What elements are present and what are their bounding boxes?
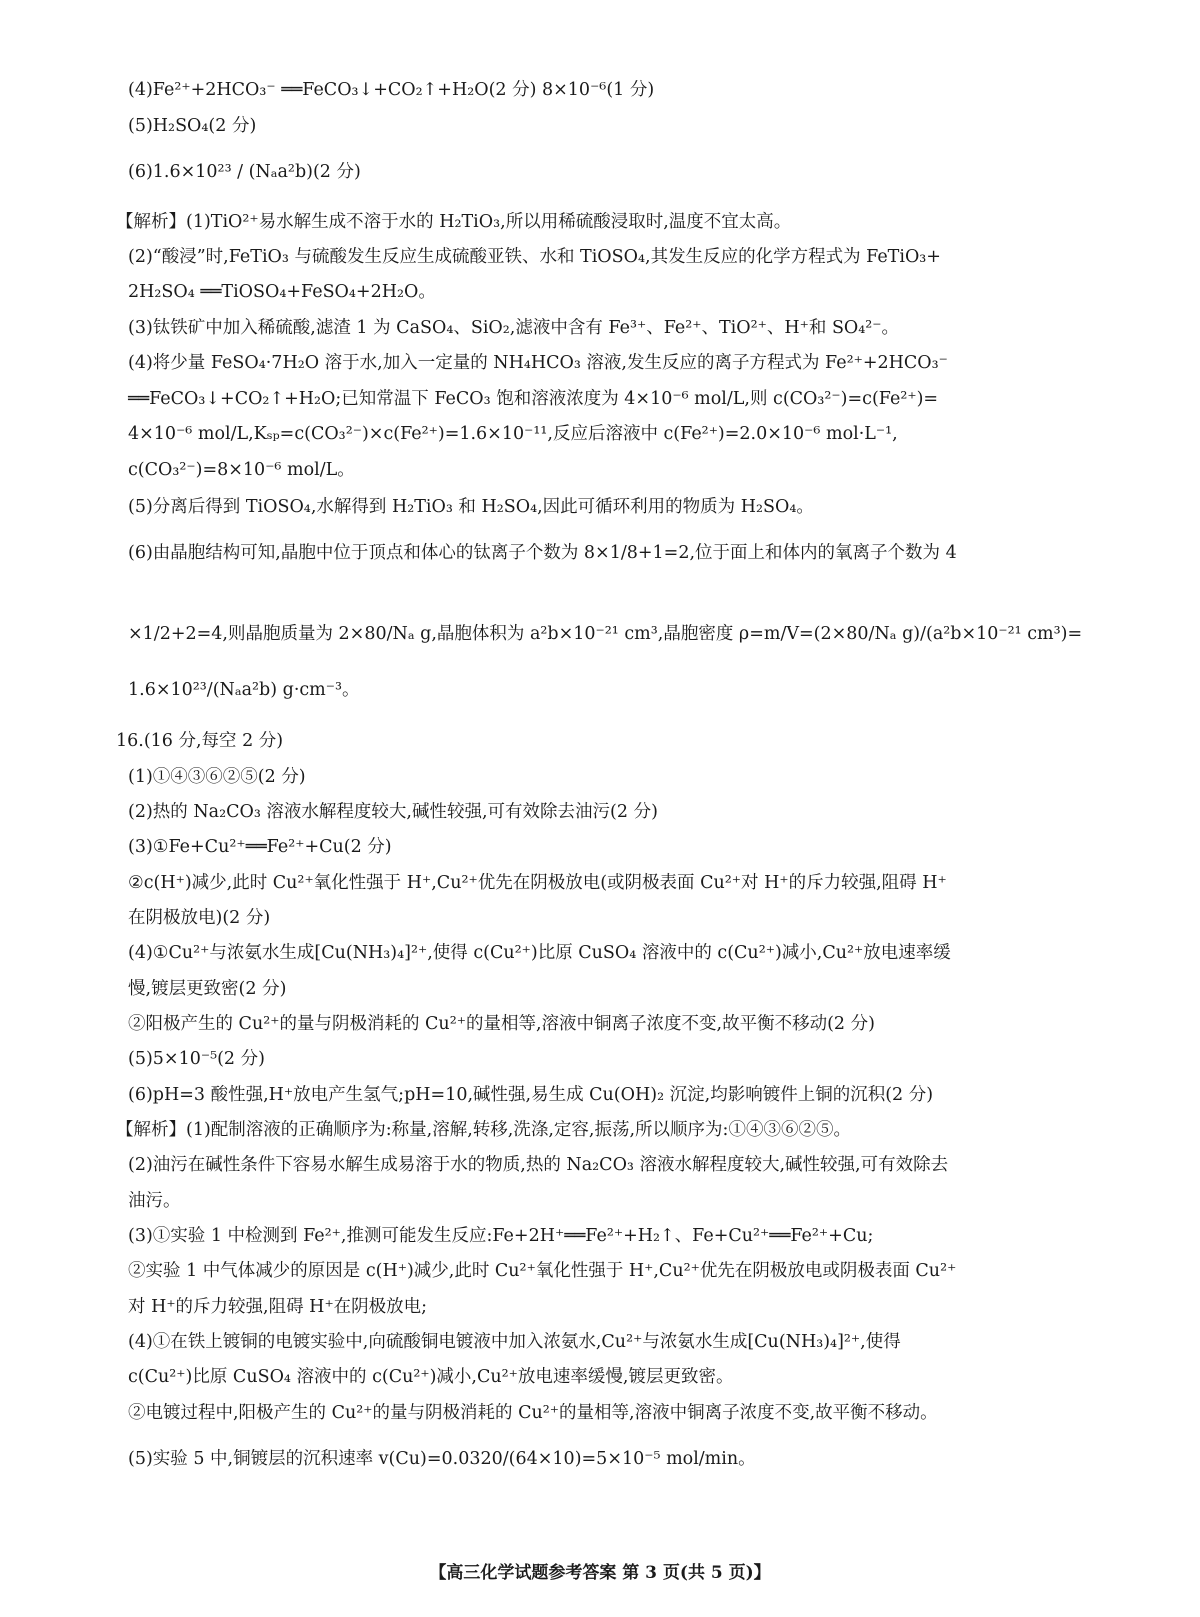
text-line: 【解析】(1)TiO²⁺易水解生成不溶于水的 H₂TiO₃,所以用稀硫酸浸取时,温度不宜太高。	[116, 212, 792, 232]
text-line: (5)分离后得到 TiOSO₄,水解得到 H₂TiO₃ 和 H₂SO₄,因此可循环利用的物质为 H₂SO₄。	[128, 497, 814, 517]
text-line: ②阳极产生的 Cu²⁺的量与阴极消耗的 Cu²⁺的量相等,溶液中铜离子浓度不变,故平衡不移动(2 分)	[128, 1014, 875, 1034]
text-line: (5)实验 5 中,铜镀层的沉积速率 v(Cu)=0.0320/(64×10)=5×10⁻⁵ mol/min。	[128, 1449, 756, 1469]
text-line: ══FeCO₃↓+CO₂↑+H₂O;已知常温下 FeCO₃ 饱和溶液浓度为 4×10⁻⁶ mol/L,则 c(CO₃²⁻)=c(Fe²⁺)=	[128, 389, 939, 409]
text-line: (6)1.6×10²³ / (Nₐa²b)(2 分)	[128, 162, 361, 182]
text-line: (2)油污在碱性条件下容易水解生成易溶于水的物质,热的 Na₂CO₃ 溶液水解程度较大,碱性较强,可有效除去	[128, 1155, 949, 1175]
text-line: 慢,镀层更致密(2 分)	[128, 979, 287, 999]
text-line: (5)5×10⁻⁵(2 分)	[128, 1049, 265, 1069]
text-line: (6)由晶胞结构可知,晶胞中位于顶点和体心的钛离子个数为 8×1/8+1=2,位于面上和体内的氧离子个数为 4	[128, 543, 957, 563]
text-line: c(Cu²⁺)比原 CuSO₄ 溶液中的 c(Cu²⁺)减小,Cu²⁺放电速率缓慢,镀层更致密。	[128, 1367, 734, 1387]
text-line: 2H₂SO₄ ══TiOSO₄+FeSO₄+2H₂O。	[128, 282, 436, 302]
text-line: ②电镀过程中,阳极产生的 Cu²⁺的量与阴极消耗的 Cu²⁺的量相等,溶液中铜离子浓度不变,故平衡不移动。	[128, 1403, 938, 1423]
text-line: 1.6×10²³/(Nₐa²b) g·cm⁻³。	[128, 680, 360, 700]
page-footer: 【高三化学试题参考答案 第 3 页(共 5 页)】	[429, 1563, 771, 1583]
text-line: ②c(H⁺)减少,此时 Cu²⁺氧化性强于 H⁺,Cu²⁺优先在阴极放电(或阴极表面 Cu²⁺对 H⁺的斥力较强,阻碍 H⁺	[128, 873, 947, 893]
text-line: c(CO₃²⁻)=8×10⁻⁶ mol/L。	[128, 460, 355, 480]
text-line: (1)①④③⑥②⑤(2 分)	[128, 767, 306, 787]
text-line: (2)“酸浸”时,FeTiO₃ 与硫酸发生反应生成硫酸亚铁、水和 TiOSO₄,其发生反应的化学方程式为 FeTiO₃+	[128, 247, 941, 267]
text-line: 4×10⁻⁶ mol/L,Kₛₚ=c(CO₃²⁻)×c(Fe²⁺)=1.6×10⁻¹¹,反应后溶液中 c(Fe²⁺)=2.0×10⁻⁶ mol·L⁻¹,	[128, 424, 898, 444]
text-line: (5)H₂SO₄(2 分)	[128, 116, 257, 136]
text-line: (3)①Fe+Cu²⁺══Fe²⁺+Cu(2 分)	[128, 837, 392, 857]
text-line: (4)①Cu²⁺与浓氨水生成[Cu(NH₃)₄]²⁺,使得 c(Cu²⁺)比原 CuSO₄ 溶液中的 c(Cu²⁺)减小,Cu²⁺放电速率缓	[128, 943, 951, 963]
text-line: ×1/2+2=4,则晶胞质量为 2×80/Nₐ g,晶胞体积为 a²b×10⁻²¹ cm³,晶胞密度 ρ=m/V=(2×80/Nₐ g)/(a²b×10⁻²¹ cm³)=	[128, 624, 1083, 644]
text-line: (3)①实验 1 中检测到 Fe²⁺,推测可能发生反应:Fe+2H⁺══Fe²⁺+H₂↑、Fe+Cu²⁺══Fe²⁺+Cu;	[128, 1226, 874, 1246]
text-line: 对 H⁺的斥力较强,阻碍 H⁺在阴极放电;	[128, 1297, 428, 1317]
question-heading: 16.(16 分,每空 2 分)	[116, 731, 284, 751]
text-line: 在阴极放电)(2 分)	[128, 908, 271, 928]
text-line: (3)钛铁矿中加入稀硫酸,滤渣 1 为 CaSO₄、SiO₂,滤液中含有 Fe³⁺、Fe²⁺、TiO²⁺、H⁺和 SO₄²⁻。	[128, 318, 900, 338]
text-line: (6)pH=3 酸性强,H⁺放电产生氢气;pH=10,碱性强,易生成 Cu(OH)₂ 沉淀,均影响镀件上铜的沉积(2 分)	[128, 1085, 934, 1105]
text-line: (2)热的 Na₂CO₃ 溶液水解程度较大,碱性较强,可有效除去油污(2 分)	[128, 802, 658, 822]
text-line: (4)将少量 FeSO₄·7H₂O 溶于水,加入一定量的 NH₄HCO₃ 溶液,发生反应的离子方程式为 Fe²⁺+2HCO₃⁻	[128, 353, 948, 373]
text-line: (4)①在铁上镀铜的电镀实验中,向硫酸铜电镀液中加入浓氨水,Cu²⁺与浓氨水生成[Cu(NH₃)₄]²⁺,使得	[128, 1332, 901, 1352]
text-line: (4)Fe²⁺+2HCO₃⁻ ══FeCO₃↓+CO₂↑+H₂O(2 分) 8×10⁻⁶(1 分)	[128, 80, 655, 100]
text-line: ②实验 1 中气体减少的原因是 c(H⁺)减少,此时 Cu²⁺氧化性强于 H⁺,Cu²⁺优先在阴极放电或阴极表面 Cu²⁺	[128, 1261, 957, 1281]
text-line: 油污。	[128, 1191, 181, 1211]
text-line: 【解析】(1)配制溶液的正确顺序为:称量,溶解,转移,洗涤,定容,振荡,所以顺序为:①④③⑥②⑤。	[116, 1120, 851, 1140]
